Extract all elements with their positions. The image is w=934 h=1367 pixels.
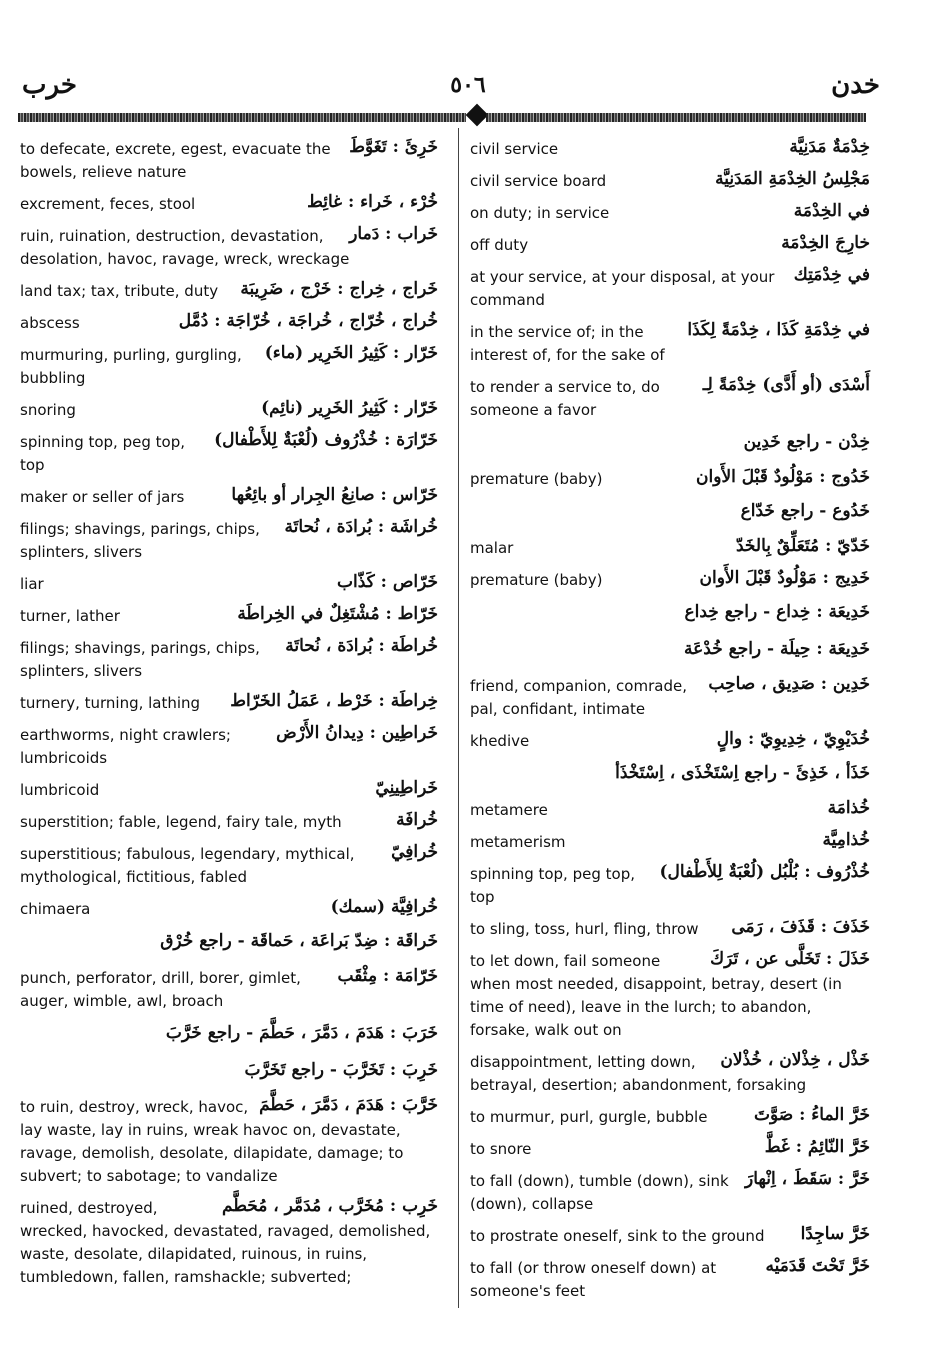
- entry-english: to ruin, destroy, wreck, havoc, lay waste, lay in ruins, wreak havoc on, devastate, ravage, demolish, desolate, dilapidate, damage; to subvert; to sabotage; to vandalize: [20, 1098, 404, 1185]
- header-rule-right: [486, 113, 866, 122]
- entry-english: at your service, at your disposal, at your command: [470, 268, 775, 309]
- dictionary-entry: [470, 601, 870, 629]
- entry-arabic: خَرِئَ : تَغَوَّطَ: [343, 136, 438, 159]
- dictionary-entry: [470, 266, 870, 312]
- left-column: [20, 138, 438, 1298]
- entry-english: in the service of; in the interest of, for the sake of: [470, 323, 665, 364]
- entry-arabic: خَذَفَ : قَذَفَ ، رَمَى: [725, 916, 870, 939]
- entry-english: earthworms, night crawlers; lumbricoids: [20, 726, 231, 767]
- entry-english: to fall (down), tumble (down), sink (down), collapse: [470, 1172, 729, 1213]
- dictionary-entry: [20, 1197, 438, 1289]
- dictionary-entry: [470, 321, 870, 367]
- entry-english: punch, perforator, drill, borer, gimlet, auger, wimble, awl, broach: [20, 969, 301, 1010]
- entry-english: filings; shavings, parings, chips, splinters, slivers: [20, 639, 260, 680]
- dictionary-entry: [20, 399, 438, 422]
- entry-english: civil service: [470, 140, 559, 158]
- entry-arabic: خَرَّ ساجِدًا: [795, 1223, 870, 1246]
- entry-arabic: خَدُوع - راجع خَدّاع: [735, 500, 870, 523]
- entry-arabic: خَرَّ الماءُ : صَوَّتَ: [748, 1104, 870, 1127]
- entry-arabic: خُراشَة : بُرادَة ، نُحاتَة: [279, 516, 438, 539]
- entry-english: chimaera: [20, 900, 91, 918]
- dictionary-entry: [20, 573, 438, 596]
- dictionary-entry: [470, 950, 870, 1042]
- entry-arabic: خَدِين : صَدِيق ، صاحِب: [702, 673, 870, 696]
- entry-arabic: خَرَّ تَحْتَ قَدَمَيْه: [759, 1255, 870, 1278]
- entry-english: friend, companion, comrade, pal, confidant, intimate: [470, 677, 687, 718]
- entry-english: ruin, ruination, destruction, devastation, desolation, havoc, ravage, wreck, wreckage: [20, 227, 350, 268]
- entry-arabic: خُذْرُوف : بُلْبُل (لُعْبَةٌ لِلأَطْفال): [654, 861, 870, 884]
- dictionary-entry: [20, 1096, 438, 1188]
- dictionary-entry: [470, 1170, 870, 1216]
- dictionary-entry: [20, 930, 438, 958]
- entry-english: lumbricoid: [20, 781, 100, 799]
- dictionary-entry: [20, 724, 438, 770]
- entry-arabic: خَراب : دَمار: [343, 223, 438, 246]
- entry-english: to prostrate oneself, sink to the ground: [470, 1227, 765, 1245]
- dictionary-entry: [20, 1022, 438, 1050]
- entry-english: to snore: [470, 1140, 532, 1158]
- entry-english: to defecate, excrete, egest, evacuate the bowels, relieve nature: [20, 140, 331, 181]
- dictionary-entry: [470, 376, 870, 422]
- dictionary-entry: [470, 569, 870, 592]
- dictionary-entry: [470, 918, 870, 941]
- dictionary-entry: [470, 730, 870, 753]
- entry-english: disappointment, letting down, betrayal, desertion; abandonment, forsaking: [470, 1053, 807, 1094]
- entry-english: maker or seller of jars: [20, 488, 185, 506]
- entry-arabic: خَدِيعَة : حِيلَة - راجع خُدْعَة: [678, 638, 870, 661]
- dictionary-entry: [20, 811, 438, 834]
- dictionary-entry: [470, 431, 870, 459]
- entry-arabic: خارِجَ الخِدْمَة: [775, 232, 870, 255]
- dictionary-entry: [470, 202, 870, 225]
- entry-english: excrement, feces, stool: [20, 195, 196, 213]
- entry-arabic: خِدْن - راجع خَدِين: [738, 431, 870, 454]
- guide-word-left: خرب: [22, 70, 77, 100]
- entry-english: to fall (or throw oneself down) at someone's feet: [470, 1259, 717, 1300]
- entry-english: snoring: [20, 401, 76, 419]
- entry-english: turnery, turning, lathing: [20, 694, 201, 712]
- dictionary-entry: [470, 638, 870, 666]
- entry-arabic: خَرّاط : مُشْتَغِلٌ في الخِراطَة: [231, 603, 438, 626]
- entry-english: filings; shavings, parings, chips, splinters, slivers: [20, 520, 260, 561]
- dictionary-entry: [20, 138, 438, 184]
- entry-arabic: خَرَّ النّائِمُ : غَطَّ: [759, 1136, 870, 1159]
- entry-arabic: خُرافَة: [390, 809, 438, 832]
- dictionary-entry: [470, 537, 870, 560]
- entry-arabic: خَرّامَة : مِثْقَب: [332, 965, 438, 988]
- entry-english: superstitious; fabulous, legendary, mythical, mythological, fictitious, fabled: [20, 845, 355, 886]
- entry-arabic: خُرافِيّ: [385, 841, 438, 864]
- entry-arabic: خَرَّ : سَقَطَ ، اِنْهارَ: [739, 1168, 870, 1191]
- dictionary-entry: [470, 1138, 870, 1161]
- dictionary-entry: [20, 344, 438, 390]
- dictionary-entry: [20, 193, 438, 216]
- entry-arabic: خَذَأ ، خَذِئَ - راجع اِسْتَخْذَى ، اِسْتَخْذَأ: [609, 762, 870, 785]
- entry-arabic: خُرافِيَّة (سمك): [325, 896, 438, 919]
- entry-arabic: خَرَّبَ : هَدَمَ ، دَمَّرَ ، حَطَّمَ: [253, 1094, 438, 1117]
- entry-arabic: خَدِيج : مَوْلُودٌ قَبْلَ الأَوان: [694, 567, 870, 590]
- entry-arabic: في خِدْمَتِك: [788, 264, 870, 287]
- dictionary-entry: [20, 779, 438, 802]
- dictionary-entry: [20, 312, 438, 335]
- entry-english: off duty: [470, 236, 529, 254]
- entry-arabic: خَرّار : كَثِيرُ الخَرِير (ماء): [259, 342, 438, 365]
- dictionary-entry: [20, 431, 438, 477]
- entry-arabic: خَراطِين : دِيدانُ الأَرْض: [270, 722, 438, 745]
- dictionary-entry: [470, 831, 870, 854]
- entry-english: to murmur, purl, gurgle, bubble: [470, 1108, 708, 1126]
- entry-arabic: خَدّيّ : مُتَعَلِّقٌ بِالخَدّ: [730, 535, 870, 558]
- dictionary-entry: [470, 1225, 870, 1248]
- entry-english: abscess: [20, 314, 80, 332]
- dictionary-entry: [20, 898, 438, 921]
- entry-english: spinning top, peg top, top: [470, 865, 635, 906]
- entry-english: turner, lather: [20, 607, 120, 625]
- entry-english: superstition; fable, legend, fairy tale, myth: [20, 813, 342, 831]
- entry-arabic: خَرّار : كَثِيرُ الخَرِير (نائِم): [255, 397, 438, 420]
- entry-arabic: خُذامَة: [822, 797, 870, 820]
- entry-english: metamerism: [470, 833, 566, 851]
- entry-arabic: خُذامِيَّة: [816, 829, 870, 852]
- dictionary-entry: [470, 1257, 870, 1303]
- dictionary-entry: [470, 762, 870, 790]
- entry-arabic: خُدَيْوِيّ ، خِدِيوِيّ : والٍ: [711, 728, 870, 751]
- dictionary-entry: [20, 486, 438, 509]
- entry-arabic: خَدِيعَة : خِداع - راجع خِداع: [679, 601, 871, 624]
- dictionary-entry: [20, 518, 438, 564]
- entry-arabic: خَذْل ، خِذْلان ، خُذْلان: [714, 1049, 870, 1072]
- entry-english: premature (baby): [470, 571, 603, 589]
- entry-arabic: في خِدْمَةِ كَذَا ، خِدْمَةً لِكَذَا: [681, 319, 870, 342]
- dictionary-entry: [20, 843, 438, 889]
- entry-english: khedive: [470, 732, 530, 750]
- entry-arabic: مَجْلِسُ الخِدْمَةِ المَدَنِيَّة: [709, 168, 870, 191]
- dictionary-entry: [470, 1106, 870, 1129]
- entry-english: land tax; tax, tribute, duty: [20, 282, 219, 300]
- entry-arabic: خَراج ، خِراج : خَرْج ، ضَرِيبَة: [234, 278, 438, 301]
- header-diamond-ornament: [466, 104, 489, 127]
- dictionary-entry: [470, 1051, 870, 1097]
- entry-english: metamere: [470, 801, 548, 819]
- dictionary-entry: [470, 500, 870, 528]
- entry-english: on duty; in service: [470, 204, 610, 222]
- entry-english: murmuring, purling, gurgling, bubbling: [20, 346, 242, 387]
- entry-english: spinning top, peg top, top: [20, 433, 185, 474]
- dictionary-entry: [470, 468, 870, 491]
- dictionary-entry: [470, 234, 870, 257]
- page-number: ٥٠٦: [450, 72, 486, 98]
- entry-arabic: خَدُوج : مَوْلُودٌ قَبْلَ الأَوان: [690, 466, 870, 489]
- entry-english: to render a service to, do someone a favor: [470, 378, 660, 419]
- entry-english: to sling, toss, hurl, fling, throw: [470, 920, 699, 938]
- entry-arabic: خَرّاص : كَذّاب: [331, 571, 438, 594]
- dictionary-entry: [20, 225, 438, 271]
- dictionary-entry: [20, 637, 438, 683]
- dictionary-entry: [20, 692, 438, 715]
- header-rule-left: [18, 113, 466, 122]
- column-divider: [458, 128, 459, 1308]
- entry-english: to let down, fail someone when most needed, disappoint, betray, desert (in time of need), leave in the lurch; to abandon, forsake, walk out on: [470, 952, 842, 1039]
- entry-arabic: خِراطَة : خَرْط ، عَمَلُ الخَرّاط: [224, 690, 438, 713]
- dictionary-entry: [20, 1059, 438, 1087]
- dictionary-entry: [20, 605, 438, 628]
- entry-arabic: خَذَلَ : تَخَلَّى عن ، تَرَكَ: [704, 948, 870, 971]
- entry-arabic: خَراقَة : ضِدّ بَراعَة ، حَماقَة - راجع خُرْق: [154, 930, 438, 953]
- entry-english: malar: [470, 539, 514, 557]
- right-column: [470, 138, 870, 1312]
- entry-arabic: أَسْدَى (أو أَدَّى) خِدْمَةً لِـ: [697, 374, 870, 397]
- dictionary-entry: [20, 967, 438, 1013]
- entry-arabic: خَرِبَ : تَخَرَّبَ - راجع تَخَرَّبَ: [239, 1059, 438, 1082]
- entry-arabic: خِدْمَةٌ مَدَنِيَّة: [783, 136, 870, 159]
- entry-arabic: خَرَبَ : هَدَمَ ، دَمَّرَ ، حَطَّمَ - راجع خَرَّبَ: [160, 1022, 438, 1045]
- dictionary-entry: [470, 799, 870, 822]
- dictionary-entry: [470, 675, 870, 721]
- dictionary-entry: [470, 863, 870, 909]
- entry-arabic: خَرّاس : صانِعُ الجِرار أو بائِعُها: [225, 484, 438, 507]
- entry-arabic: خَرّارَة : خُذْرُوف (لُعْبَةٌ لِلأَطْفال): [208, 429, 438, 452]
- entry-english: ruined, destroyed, wrecked, havocked, devastated, ravaged, demolished, waste, desolate, dilapidated, ruinous, in ruins, tumbledown, fallen, ramshackle; subverted;: [20, 1199, 431, 1286]
- entry-english: liar: [20, 575, 44, 593]
- entry-arabic: خُرْء ، خَراء : غائِط: [301, 191, 438, 214]
- dictionary-entry: [470, 170, 870, 193]
- dictionary-entry: [20, 280, 438, 303]
- dictionary-entry: [470, 138, 870, 161]
- entry-arabic: خُراطَة : بُرادَة ، نُحاتَة: [279, 635, 438, 658]
- entry-english: premature (baby): [470, 470, 603, 488]
- entry-arabic: خُراج ، خُرّاج ، خُراجَة ، خُرّاجَة : دُمَّل: [173, 310, 438, 333]
- entry-arabic: خَرِب : مُخَرَّب ، مُدَمَّر ، مُحَطَّم: [216, 1195, 438, 1218]
- entry-arabic: في الخِدْمَة: [788, 200, 870, 223]
- entry-english: civil service board: [470, 172, 607, 190]
- entry-arabic: خَراطِينِيّ: [369, 777, 438, 800]
- guide-word-right: خدن: [831, 70, 880, 100]
